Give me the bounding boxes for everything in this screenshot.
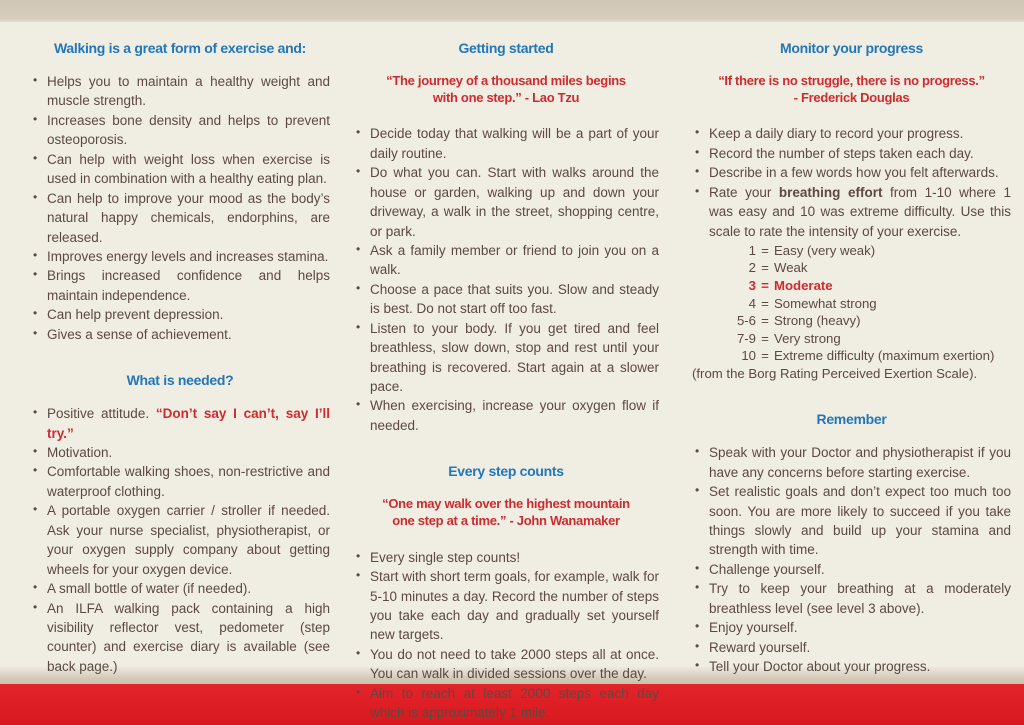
exertion-scale [692,242,1011,383]
bullet-item [692,124,1011,143]
panel-middle [341,36,682,721]
bullet-list [692,443,1011,676]
scale-number: 2 [748,260,756,276]
scale-row [718,259,1011,277]
bullet-text-segment: Ask a family member or friend to join you on a walk. [370,242,659,278]
bullet-item [692,163,1011,182]
quote-line: - Frederick Douglas [793,90,910,106]
bullet-text-segment: Keep a daily diary to record your progress. [709,126,964,142]
panel-left [0,36,341,674]
bullet-text-segment: Record the number of steps taken each day. [709,145,974,161]
bullet-item [692,638,1011,657]
bullet-text-segment: Decide today that walking will be a part of your daily routine. [370,126,659,161]
bullet-list [30,404,330,676]
bullet-text-segment: Set realistic goals and don’t expect too much too soon. You are more likely to succeed if you take things slowly and build up your stamina and strength with time. [709,484,1011,558]
bullet-item [30,404,330,443]
bullet-text-segment: Can help to improve your mood as the body’s natural happy chemicals, endorphins, are released. [47,190,330,245]
bullet-item [353,163,659,241]
bullet-item [30,72,330,111]
section-heading: Remember [816,411,887,428]
bullet-item [692,482,1011,560]
bullet-list [353,548,659,723]
top-edge-strip [0,0,1024,22]
bullet-text-segment: Do what you can. Start with walks around the house or garden, walking up and down your driveway, a walk in the street, shopping centre, or park. [370,165,659,239]
bullet-item [30,462,330,501]
bullet-text-segment: Helps you to maintain a healthy weight and muscle strength. [47,74,330,109]
scale-row [718,277,1011,295]
scale-row [718,330,1011,348]
bullet-item [692,579,1011,618]
bullet-list [353,124,659,435]
scale-equals: = [761,278,769,294]
bullet-item [30,189,330,247]
quote-line: “The journey of a thousand miles begins [386,73,626,88]
bullet-item [30,150,330,189]
section-middle-0 [353,40,659,435]
scale-number: 1 [748,242,756,258]
bullet-item [30,443,330,462]
section-quote [353,72,659,106]
bullet-item [30,599,330,677]
bullet-text-segment: Try to keep your breathing at a moderately breathless level (see level 3 above). [709,581,1011,616]
bullet-item [353,567,659,645]
bullet-text-segment: Can help prevent depression. [47,307,224,323]
bullet-text-segment: Start with short term goals, for example, walk for 5-10 minutes a day. Record the number of steps you take each day and gradually set yourself new targets. [370,569,659,643]
section-right-0 [692,40,1011,383]
bullet-text-segment: Enjoy yourself. [709,620,798,636]
bullet-text-segment: Increases bone density and helps to prevent osteoporosis. [47,112,330,148]
section-heading: Every step counts [448,463,564,480]
scale-row [718,312,1011,330]
bullet-text-segment: Rate your [709,184,779,200]
scale-number: 3 [748,278,756,294]
section-left-1 [30,372,330,676]
scale-label: Weak [774,260,808,276]
bullet-text-segment: A portable oxygen carrier / stroller if needed. Ask your nurse specialist, physiotherapist, or your oxygen supply company about getting wheels for your oxygen device. [47,503,330,577]
scale-equals: = [761,295,769,311]
bullet-item [30,501,330,579]
scale-label: Strong (heavy) [774,313,861,329]
scale-label: Moderate [774,278,833,294]
quote-line: one step at a time.” - John Wanamaker [392,513,620,529]
section-quote [692,72,1011,106]
bullet-item [353,548,659,567]
bullet-text-segment: Comfortable walking shoes, non-restrictive and waterproof clothing. [47,464,330,499]
bullet-item [692,560,1011,579]
scale-number: 4 [748,295,756,311]
bullet-item [692,618,1011,637]
scale-number: 10 [741,348,756,364]
bullet-text-segment: “Don’t say I can’t, say I’ll try.” [47,406,330,441]
section-middle-1 [353,463,659,722]
quote-line: with one step.” - Lao Tzu [432,90,580,106]
section-quote [353,495,659,529]
bullet-item [353,280,659,319]
bullet-list [692,124,1011,241]
bullet-item [30,305,330,324]
scale-label: Extreme difficulty (maximum exertion) [774,348,995,364]
scale-equals: = [761,348,769,364]
scale-number: 5-6 [736,313,756,329]
bullet-item [353,319,659,397]
panel-right [682,36,1023,675]
scale-row [718,347,1011,365]
bullet-text-segment: You do not need to take 2000 steps all at once. You can walk in divided sessions over the day. [370,646,659,682]
bullet-item [353,124,659,163]
scale-equals: = [761,260,769,276]
scale-number: 7-9 [736,330,756,346]
bullet-text-segment: A small bottle of water (if needed). [47,581,252,597]
bullet-text-segment: Reward yourself. [709,639,811,655]
section-heading: What is needed? [126,372,234,389]
bullet-text-segment: Choose a pace that suits you. Slow and steady is best. Do not start off too fast. [370,281,659,317]
scale-label: Very strong [774,330,841,346]
scale-equals: = [761,313,769,329]
section-heading: Walking is a great form of exercise and: [53,40,306,56]
bullet-text-segment: An ILFA walking pack containing a high visibility reflector vest, pedometer (step counter) and exercise diary is available (see back page.) [47,600,330,674]
bullet-text-segment: breathing effort [778,184,883,200]
bullet-text-segment: When exercising, increase your oxygen flow if needed. [370,398,659,433]
scale-equals: = [761,330,769,346]
scale-row [718,242,1011,260]
bullet-text-segment: Speak with your Doctor and physiotherapist if you have any concerns before starting exercise. [709,445,1011,480]
bullet-text-segment: Tell your Doctor about your progress. [709,659,931,675]
bullet-item [353,241,659,280]
bullet-item [30,579,330,598]
bullet-item [30,266,330,305]
bullet-item [692,443,1011,482]
bullet-text-segment: Challenge yourself. [709,561,825,577]
bullet-text-segment: Can help with weight loss when exercise is used in combination with a healthy eating plan. [47,151,330,187]
scale-label: Easy (very weak) [774,242,876,258]
bullet-text-segment: Every single step counts! [370,549,521,565]
bullet-item [30,111,330,150]
quote-line: “One may walk over the highest mountain [382,496,630,512]
bullet-item [692,183,1011,241]
bullet-item [30,247,330,266]
quote-line: “If there is no struggle, there is no progress.” [718,73,985,88]
bullet-text-segment: Motivation. [47,445,113,460]
bullet-item [353,645,659,684]
section-right-1 [692,411,1011,676]
section-heading: Monitor your progress [779,40,924,56]
section-heading: Getting started [458,40,554,56]
section-left-0 [30,40,330,344]
bullet-item [30,325,330,344]
bullet-item [692,657,1011,676]
bullet-text-segment: Describe in a few words how you felt afterwards. [709,165,999,181]
scale-equals: = [761,242,769,258]
scale-row [718,295,1011,313]
bullet-list [30,72,330,344]
scale-label: Somewhat strong [774,295,877,311]
bullet-text-segment: from 1-10 where 1 was easy and 10 was extreme difficulty. Use this scale to rate the intensity of your exercise. [709,184,1012,239]
bullet-text-segment: Brings increased confidence and helps maintain independence. [47,268,330,303]
bullet-text-segment: Positive attitude. [47,406,156,422]
scale-footnote: (from the Borg Rating Perceived Exertion Scale). [692,365,978,381]
bullet-item [353,684,659,723]
bullet-item [692,144,1011,163]
bullet-text-segment: Aim to reach at least 2000 steps each day which is approximately 1 mile. [370,685,659,721]
bullet-item [353,396,659,435]
bullet-text-segment: Listen to your body. If you get tired and feel breathless, slow down, stop and rest until your breathing is recovered. Start again at a slower pace. [370,320,659,394]
bullet-text-segment: Improves energy levels and increases stamina. [47,248,329,264]
panels-container [0,22,1024,721]
bullet-text-segment: Gives a sense of achievement. [47,326,232,342]
